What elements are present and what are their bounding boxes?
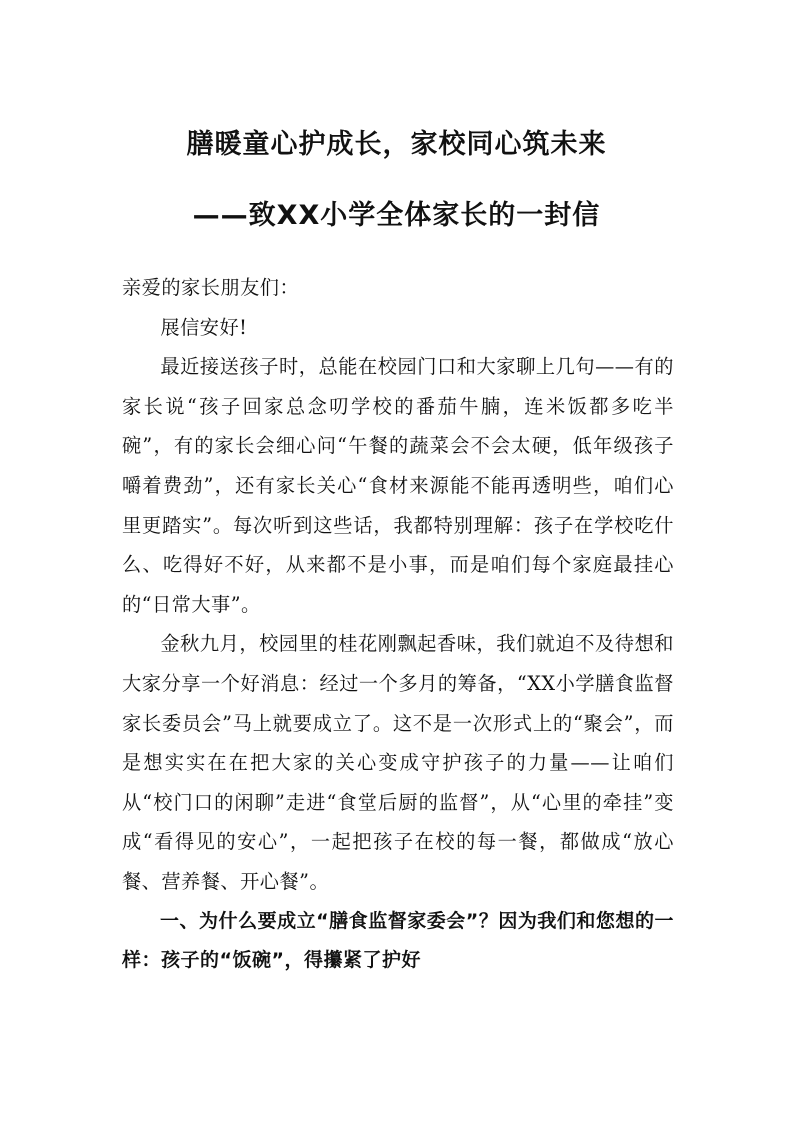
salutation: 亲爱的家长朋友们： <box>122 276 300 299</box>
greeting: 展信安好! <box>160 315 248 339</box>
paragraph-2: 金秋九月，校园里的桂花刚飘起香味，我们就迫不及待想和大家分享一个好消息：经过一个多月的筹备，“XX小学膳食监督家长委员会”马上就要成立了。这不是一次形式上的“聚会”，而是想实实在在把大家的关心变成守护孩子的力量——让咱们从“校门口的闲聊”走进“食堂后厨的监督”，从“心里的牵挂”变成“看得见的安心”，一起把孩子在校的每一餐，都做成“放心餐、营养餐、开心餐”。 <box>122 632 674 893</box>
section-heading: 一、为什么要成立“膳食监督家委会”？因为我们和您想的一样：孩子的“饭碗”，得攥紧了护好 <box>122 909 674 972</box>
document-title: 膳暖童心护成长，家校同心筑未来 <box>186 129 607 160</box>
document-subtitle: ——致XX小学全体家长的一封信 <box>192 200 601 231</box>
letter-body <box>122 268 674 981</box>
paragraph-1: 最近接送孩子时，总能在校园门口和大家聊上几句——有的家长说“孩子回家总念叨学校的番茄牛腩，连米饭都多吃半碗”，有的家长会细心问“午餐的蔬菜会不会太硬，低年级孩子嚼着费劲”，还有家长关心“食材来源能不能再透明些，咱们心里更踏实”。每次听到这些话，我都特别理解：孩子在学校吃什么、吃得好不好，从来都不是小事，而是咱们每个家庭最挂心的“日常大事”。 <box>122 355 674 616</box>
